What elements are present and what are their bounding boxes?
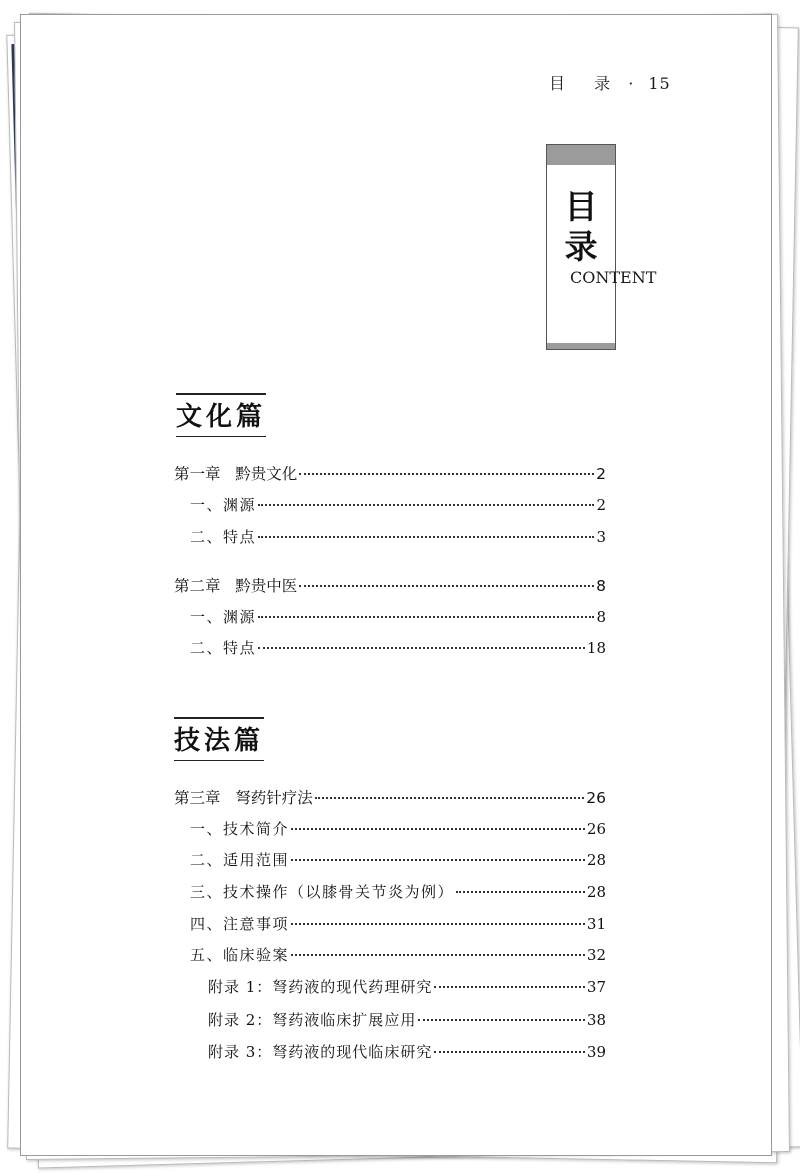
toc-entry-label: 一、渊源 [190, 496, 257, 514]
toc-entry-label: 五、临床验案 [190, 946, 290, 964]
leader-dots [434, 986, 585, 988]
toc-entry-section[interactable] [190, 881, 606, 902]
toc-entry-label: 附录 3：弩药液的现代临床研究 [208, 1043, 433, 1061]
toc-subtitle: CONTENT [570, 268, 657, 287]
toc-entry-page: 39 [586, 1043, 606, 1061]
leader-dots [299, 473, 594, 475]
leader-dots [291, 828, 585, 830]
toc-entry-section[interactable] [190, 494, 606, 515]
toc-entry-section[interactable] [190, 818, 606, 839]
heading-rule-bottom [174, 760, 264, 762]
toc-entry-chapter-3[interactable] [174, 786, 606, 808]
toc-entry-page: 28 [586, 851, 606, 869]
toc-entry-chapter-2[interactable] [174, 574, 606, 596]
toc-entry-page: 3 [596, 528, 606, 546]
toc-title-char-2: 录 [564, 227, 598, 266]
toc-title [561, 187, 601, 267]
toc-entry-label: 一、技术简介 [190, 820, 290, 838]
toc-entry-page: 38 [586, 1011, 606, 1029]
toc-entry-label: 附录 2：弩药液临床扩展应用 [208, 1011, 417, 1029]
toc-entry-label: 第二章 黔贵中医 [174, 577, 298, 595]
toc-title-char-1: 目 [564, 187, 598, 226]
toc-entry-label: 一、渊源 [190, 608, 257, 626]
section-heading-text: 技法篇 [174, 726, 265, 756]
toc-entry-page: 2 [596, 496, 606, 514]
toc-entry-label: 四、注意事项 [190, 915, 290, 933]
leader-dots [258, 504, 594, 506]
leader-dots [291, 923, 585, 925]
toc-entry-appendix[interactable] [208, 1041, 606, 1062]
leader-dots [299, 585, 594, 587]
toc-entry-appendix[interactable] [208, 1009, 606, 1030]
running-head-page-number: 15 [648, 74, 671, 93]
section-heading-text: 文化篇 [176, 402, 267, 432]
leader-dots [258, 647, 585, 649]
toc-entry-label: 附录 1：弩药液的现代药理研究 [208, 978, 433, 996]
title-box-bottom-band [547, 343, 615, 349]
heading-rule-top [174, 717, 264, 719]
heading-rule-top [176, 393, 266, 395]
toc-entry-section[interactable] [190, 849, 606, 870]
leader-dots [456, 891, 585, 893]
toc-entry-label: 二、适用范围 [190, 851, 290, 869]
toc-title-box [546, 144, 616, 350]
running-head-separator: · [628, 74, 635, 93]
toc-entry-page: 26 [586, 820, 606, 838]
leader-dots [434, 1051, 585, 1053]
toc-entry-page: 37 [586, 978, 606, 996]
toc-entry-page: 32 [586, 946, 606, 964]
leader-dots [315, 797, 584, 799]
toc-entry-section[interactable] [190, 637, 606, 658]
toc-entry-section[interactable] [190, 606, 606, 627]
title-box-top-band [547, 145, 615, 165]
toc-entry-page: 26 [586, 789, 606, 807]
leader-dots [291, 954, 585, 956]
section-heading-techniques [174, 720, 264, 757]
toc-entry-page: 8 [596, 608, 606, 626]
leader-dots [291, 859, 585, 861]
leader-dots [418, 1019, 585, 1021]
heading-rule-bottom [176, 436, 266, 438]
running-head-title: 目 录 [549, 74, 623, 93]
toc-entry-page: 18 [586, 639, 606, 657]
toc-entry-page: 31 [586, 915, 606, 933]
toc-entry-label: 第一章 黔贵文化 [174, 465, 298, 483]
toc-entry-section[interactable] [190, 944, 606, 965]
toc-entry-label: 第三章 弩药针疗法 [174, 789, 313, 807]
toc-entry-chapter-1[interactable] [174, 462, 606, 484]
toc-entry-page: 8 [596, 577, 606, 595]
toc-entry-appendix[interactable] [208, 976, 606, 997]
toc-entry-label: 二、特点 [190, 639, 257, 657]
running-head [549, 71, 671, 94]
toc-entry-page: 28 [586, 883, 606, 901]
leader-dots [258, 616, 594, 618]
toc-entry-label: 三、技术操作（以膝骨关节炎为例） [190, 883, 455, 901]
section-heading-culture [176, 396, 266, 433]
leader-dots [258, 536, 594, 538]
toc-entry-label: 二、特点 [190, 528, 257, 546]
toc-entry-page: 2 [596, 465, 606, 483]
toc-entry-section[interactable] [190, 913, 606, 934]
toc-entry-section[interactable] [190, 526, 606, 547]
